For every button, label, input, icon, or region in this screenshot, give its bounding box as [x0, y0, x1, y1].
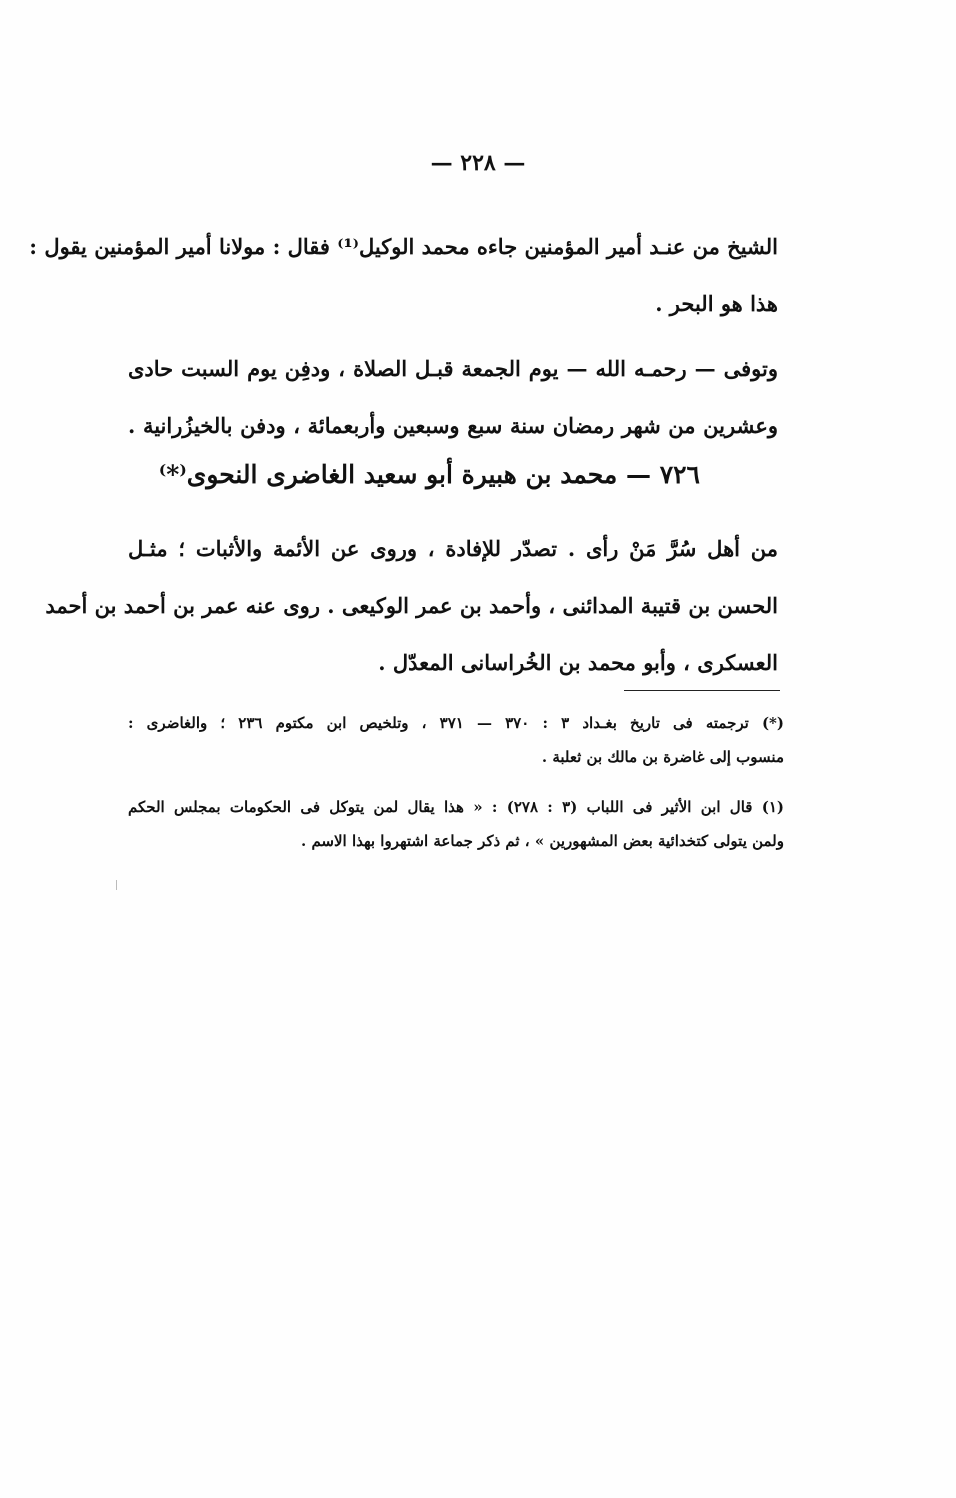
footnote-one: [128, 790, 784, 858]
footnote-line: (*) ترجمته فى تاريخ بغـداد ٣ : ٣٧٠ — ٣٧١ ، وتلخيص ابن مكتوم ٢٣٦ ؛ والغاضرى :: [128, 714, 784, 732]
paragraph-continuation: [29, 218, 778, 332]
footnote-divider: [624, 690, 780, 691]
paragraph-entry-body: [45, 520, 778, 691]
footnote-line: ولمن يتولى كتخدائية بعض المشهورين » ، ثم ذكر جماعة اشتهروا بهذا الاسم .: [301, 832, 784, 850]
footnote-line: (١) قال ابن الأثير فى اللباب (٣ : ٢٧٨) : « هذا يقال لمن يتوكل فى الحكومات بمجلس الحكم: [128, 798, 784, 816]
scan-mark: [116, 880, 117, 890]
text-line: وعشرين من شهر رمضان سنة سبع وسبعين وأربعمائة ، ودفن بالخيزُرانية .: [128, 413, 778, 438]
footnote-star: [128, 706, 784, 774]
text-line: الشيخ من عنـد أمير المؤمنين جاءه محمد الوكيل⁽¹⁾ فقال : مولانا أمير المؤمنين يقول :: [29, 234, 778, 259]
text-line: الحسن بن قتيبة المدائنى ، وأحمد بن عمر الوكيعى . روى عنه عمر بن أحمد بن أحمد: [45, 593, 778, 618]
entry-heading: ٧٢٦ — محمد بن هبيرة أبو سعيد الغاضرى النحوى⁽*⁾: [158, 460, 700, 489]
paragraph-death-date: [128, 340, 778, 454]
footnote-line: منسوب إلى غاضرة بن مالك بن ثعلبة .: [541, 748, 784, 766]
text-line: هذا هو البحر .: [655, 291, 778, 316]
text-line: العسكرى ، وأبو محمد بن الخُراسانى المعدّل .: [378, 650, 778, 675]
text-line: من أهل سُرَّ مَنْ رأى . تصدّر للإفادة ، وروى عن الأئمة والأثبات ؛ مثـل: [128, 536, 778, 561]
text-line: وتوفى — رحمـه الله — يوم الجمعة قبـل الصلاة ، ودفِن يوم السبت حادى: [128, 356, 778, 381]
page-number: — ٢٢٨ —: [430, 150, 526, 176]
